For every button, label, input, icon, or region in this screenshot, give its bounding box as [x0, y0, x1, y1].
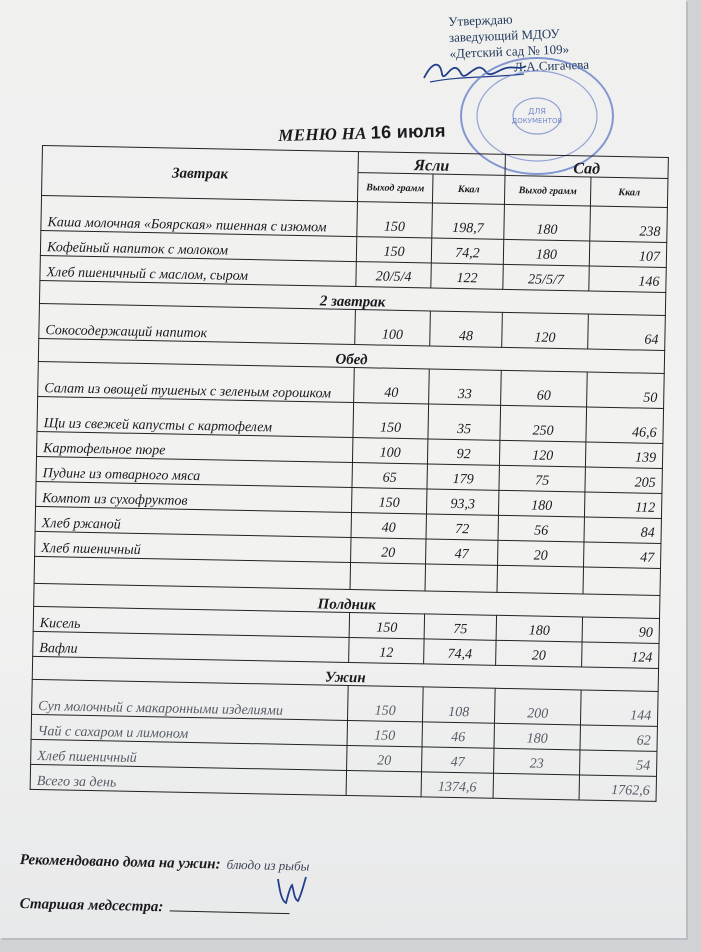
garden-kcal: 146 — [589, 266, 666, 292]
garden-kcal: 84 — [584, 517, 661, 543]
dish-name: Каша молочная «Боярская» пшенная с изюмом — [41, 196, 358, 237]
nursery-kcal: 48 — [430, 311, 503, 347]
nursery-output: 40 — [354, 368, 430, 404]
garden-output: 60 — [501, 370, 588, 407]
nursery-output-header: Выход грамм — [357, 173, 433, 203]
garden-output: 180 — [494, 723, 580, 750]
total-label: Всего за день — [30, 764, 346, 795]
nursery-output: 65 — [352, 463, 427, 489]
nursery-kcal: 46 — [422, 722, 494, 748]
garden-output: 180 — [503, 239, 589, 266]
menu-table — [30, 145, 669, 802]
approval-line-position: заведующий МДОУ — [448, 25, 560, 45]
nursery-output: 12 — [349, 637, 424, 663]
nursery-kcal: 198,7 — [432, 203, 505, 239]
nursery-output: 150 — [357, 202, 433, 238]
garden-kcal: 139 — [585, 442, 662, 468]
total-garden-output-empty — [493, 773, 579, 800]
nursery-kcal: 108 — [422, 687, 495, 723]
garden-output: 250 — [500, 405, 587, 442]
garden-kcal: 144 — [580, 690, 658, 726]
menu-title — [278, 121, 446, 146]
dish-name: Картофельное пюре — [37, 431, 353, 462]
dish-name: Хлеб пшеничный с маслом, сыром — [40, 255, 356, 286]
nursery-output: 150 — [348, 685, 424, 721]
nursery-kcal: 33 — [429, 369, 502, 405]
approval-line-head-name: Л.А.Сигачева — [513, 56, 590, 75]
garden-output: 56 — [498, 515, 584, 542]
garden-output — [497, 565, 584, 594]
garden-kcal: 112 — [584, 492, 661, 518]
dish-name: Щи из свежей капусты с картофелем — [37, 396, 354, 437]
garden-output: 120 — [502, 312, 589, 349]
recommendation-line — [20, 852, 310, 876]
dish-name: Хлеб пшеничный — [31, 739, 347, 770]
nursery-output: 150 — [347, 720, 422, 746]
dish-name: Кисель — [33, 606, 349, 637]
nursery-output: 150 — [349, 612, 424, 638]
nursery-kcal: 179 — [427, 464, 499, 490]
dish-name: Суп молочный с макаронными изделиями — [32, 679, 349, 720]
garden-output: 20 — [496, 640, 582, 667]
section-title: Ужин — [32, 656, 658, 691]
nurse-label: Старшая медсестра: — [19, 895, 164, 916]
garden-output: 25/5/7 — [503, 264, 589, 291]
dish-name: Вафли — [33, 631, 349, 662]
garden-output: 120 — [499, 440, 585, 467]
garden-output: 180 — [498, 490, 584, 517]
dish-name: Хлеб пшеничный — [35, 531, 351, 562]
nursery-kcal — [425, 564, 498, 592]
garden-kcal: 46,6 — [586, 407, 664, 443]
total-nursery-output-empty — [346, 770, 421, 796]
nursery-kcal: 74,4 — [424, 639, 496, 665]
garden-output-header: Выход грамм — [504, 175, 591, 206]
garden-header: Сад — [505, 154, 668, 178]
recommendation-value: блюдо из рыбы — [226, 856, 310, 874]
section-title: 2 завтрак — [39, 280, 665, 315]
nursery-output: 100 — [352, 438, 427, 464]
nursery-kcal: 35 — [428, 404, 501, 440]
menu-title-prefix: МЕНЮ НА — [278, 123, 368, 145]
total-garden-kcal: 1762,6 — [579, 775, 656, 801]
nursery-kcal: 122 — [431, 263, 503, 289]
section-title: Полдник — [34, 583, 660, 618]
nursery-kcal: 47 — [422, 747, 494, 773]
garden-kcal — [583, 567, 661, 595]
nurse-signature-icon — [272, 873, 312, 907]
dish-name: Пудинг из отварного мяса — [36, 456, 352, 487]
svg-text:ДОКУМЕНТОВ: ДОКУМЕНТОВ — [511, 117, 563, 125]
nursery-output — [350, 563, 426, 591]
nursery-kcal-header: Ккал — [432, 174, 505, 204]
garden-kcal: 124 — [582, 642, 659, 668]
nursery-header: Ясли — [358, 152, 505, 176]
garden-kcal: 64 — [588, 314, 666, 350]
dish-name: Хлеб ржаной — [35, 506, 351, 537]
dish-name: Сокосодержащий напиток — [39, 303, 356, 344]
nursery-output: 20 — [347, 745, 422, 771]
total-nursery-kcal: 1374,6 — [421, 772, 493, 798]
garden-kcal-header: Ккал — [590, 177, 668, 207]
nursery-output: 150 — [352, 488, 427, 514]
garden-kcal: 90 — [582, 617, 659, 643]
nursery-kcal: 74,2 — [431, 238, 503, 264]
garden-kcal: 62 — [580, 725, 657, 751]
nursery-output: 150 — [356, 237, 431, 263]
nursery-kcal: 72 — [426, 514, 498, 540]
menu-date: 16 июля — [370, 120, 447, 143]
garden-kcal: 107 — [589, 241, 666, 267]
nursery-output: 100 — [355, 310, 431, 346]
breakfast-header: Завтрак — [42, 146, 359, 202]
nursery-kcal: 92 — [427, 439, 499, 465]
dish-name: Кофейный напиток с молоком — [40, 230, 356, 261]
garden-output: 200 — [494, 688, 581, 725]
garden-output: 75 — [499, 465, 585, 492]
svg-text:ДЛЯ: ДЛЯ — [528, 107, 546, 116]
garden-output: 23 — [494, 748, 580, 775]
dish-name: Чай с сахаром и лимоном — [31, 714, 347, 745]
garden-kcal: 50 — [587, 372, 665, 408]
garden-output: 180 — [504, 204, 591, 241]
nursery-output: 20 — [351, 538, 426, 564]
garden-output: 180 — [496, 615, 582, 642]
dish-name: Компот из сухофруктов — [36, 481, 352, 512]
section-title: Обед — [38, 338, 664, 373]
garden-kcal: 205 — [585, 467, 662, 493]
nurse-line — [20, 893, 290, 919]
dish-name: Салат из овощей тушеных с зеленым горошком — [38, 361, 355, 402]
garden-output: 20 — [498, 540, 584, 567]
garden-kcal: 54 — [580, 750, 657, 776]
recommendation-label: Рекомендовано дома на ужин: — [19, 852, 221, 873]
menu-table-wrapper — [30, 145, 668, 802]
garden-kcal: 47 — [584, 542, 661, 568]
nursery-output: 150 — [353, 403, 429, 439]
nursery-output: 40 — [351, 513, 426, 539]
garden-kcal: 238 — [590, 206, 668, 242]
nursery-kcal: 93,3 — [426, 489, 498, 515]
nursery-output: 20/5/4 — [356, 262, 431, 288]
nursery-kcal: 47 — [426, 539, 498, 565]
nursery-kcal: 75 — [424, 614, 496, 640]
approval-line-approve: Утверждаю — [448, 11, 513, 29]
approval-line-organization: «Детский сад № 109» — [449, 41, 570, 61]
